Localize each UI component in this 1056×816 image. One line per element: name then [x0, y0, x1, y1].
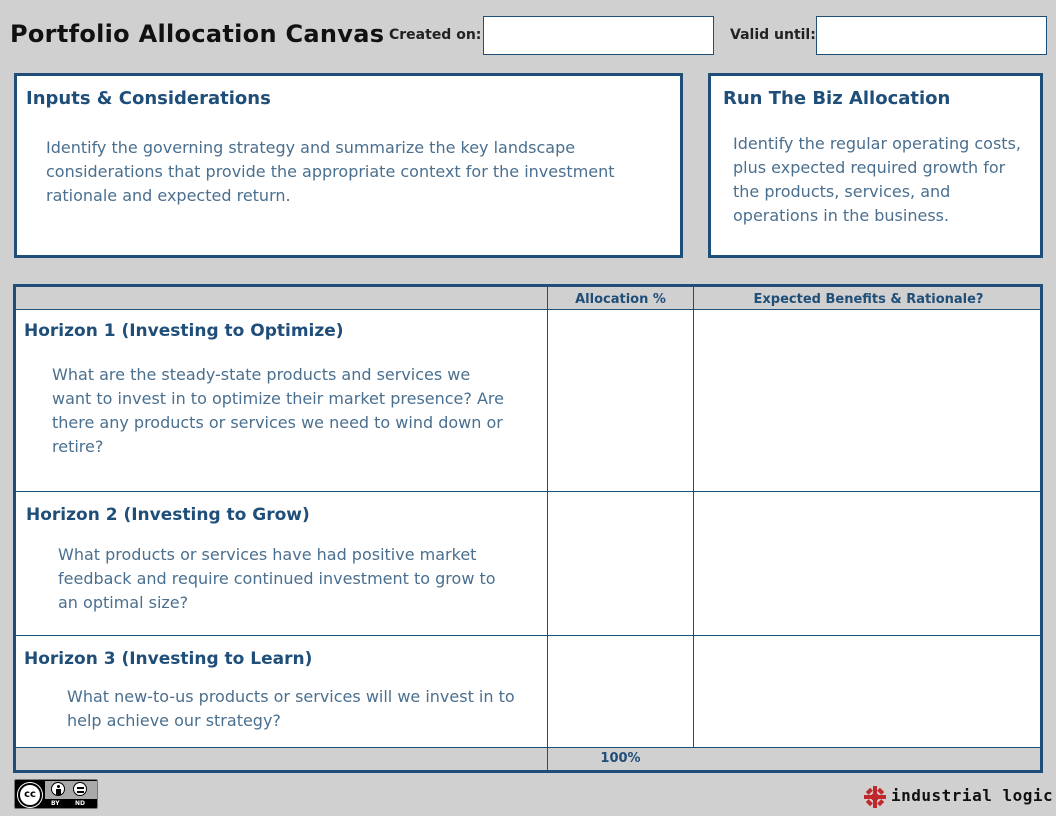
- nd-label: ND: [75, 800, 86, 807]
- industrial-logic-logo-icon: [862, 786, 888, 808]
- created-on-field[interactable]: [483, 16, 714, 55]
- valid-until-label: Valid until:: [730, 27, 816, 43]
- horizon-3-title: Horizon 3 (Investing to Learn): [24, 649, 313, 669]
- cc-license-badge[interactable]: [14, 779, 98, 809]
- allocation-percent-header: Allocation %: [575, 292, 666, 307]
- allocation-table: [13, 284, 1043, 773]
- page-title: Portfolio Allocation Canvas: [10, 20, 385, 48]
- table-footer-row: [16, 747, 1040, 770]
- horizon-3-text: What new-to-us products or services will we invest in to help achieve our strategy?: [67, 687, 515, 730]
- run-biz-allocation-title: Run The Biz Allocation: [723, 88, 951, 109]
- brand-name: industrial logic: [891, 786, 1054, 805]
- horizon-3-allocation-cell[interactable]: [548, 636, 693, 747]
- horizon-1-allocation-cell[interactable]: [548, 310, 693, 491]
- inputs-considerations-text: Identify the governing strategy and summarize the key landscape considerations that provide the appropriate context for the investment rationale and expected return.: [46, 138, 615, 205]
- inputs-considerations-box[interactable]: [14, 73, 683, 258]
- horizon-2-text: What products or services have had positive market feedback and require continued investment to grow to an optimal size?: [58, 545, 496, 612]
- no-derivatives-icon: [73, 782, 87, 796]
- cc-icon: cc: [18, 783, 42, 807]
- horizon-3-benefits-cell[interactable]: [694, 636, 1043, 747]
- horizon-2-allocation-cell[interactable]: [548, 492, 693, 635]
- run-biz-allocation-text: Identify the regular operating costs, plus expected required growth for the products, services, and operations in the business.: [733, 134, 1021, 225]
- created-on-label: Created on:: [389, 27, 482, 43]
- expected-benefits-header: Expected Benefits & Rationale?: [753, 292, 984, 307]
- horizon-1-title: Horizon 1 (Investing to Optimize): [24, 321, 344, 341]
- run-biz-allocation-box[interactable]: [708, 73, 1043, 258]
- horizon-1-benefits-cell[interactable]: [694, 310, 1043, 491]
- horizon-2-title: Horizon 2 (Investing to Grow): [26, 505, 310, 525]
- attribution-icon: [51, 782, 65, 796]
- inputs-considerations-title: Inputs & Considerations: [26, 88, 271, 109]
- by-label: BY: [51, 800, 60, 807]
- allocation-total: 100%: [600, 751, 641, 766]
- horizon-2-benefits-cell[interactable]: [694, 492, 1043, 635]
- valid-until-field[interactable]: [816, 16, 1047, 55]
- horizon-1-text: What are the steady-state products and services we want to invest in to optimize their market presence? Are there any products or services we need to wind down or retire?: [52, 365, 504, 456]
